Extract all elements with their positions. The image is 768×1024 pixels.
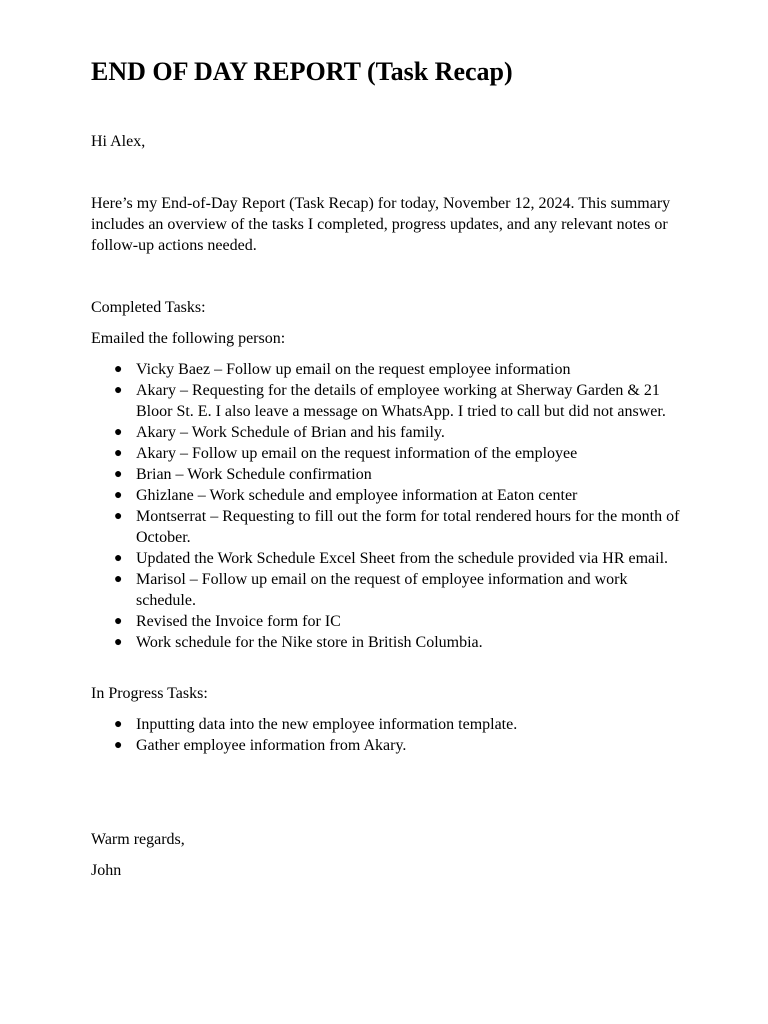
bullet-icon: ● bbox=[114, 572, 123, 587]
bullet-icon: ● bbox=[114, 614, 123, 629]
bullet-icon: ● bbox=[114, 425, 123, 440]
bullet-icon: ● bbox=[114, 717, 123, 732]
bullet-icon: ● bbox=[114, 467, 123, 482]
bullet-icon: ● bbox=[114, 551, 123, 566]
closing: Warm regards, bbox=[91, 831, 185, 848]
list-item: ● Updated the Work Schedule Excel Sheet from the schedule provided via HR email. bbox=[114, 550, 669, 567]
list-item: ● Inputting data into the new employee information template. bbox=[114, 716, 518, 733]
list-item: ● Gather employee information from Akary. bbox=[114, 737, 407, 754]
intro-paragraph: Here’s my End-of-Day Report (Task Recap) for today, November 12, 2024. This summary includes an overview of the tasks I completed, progress updates, and any relevant notes or follow-up actions needed. bbox=[91, 195, 671, 254]
list-item: ● Work schedule for the Nike store in British Columbia. bbox=[114, 634, 483, 651]
bullet-icon: ● bbox=[114, 488, 123, 503]
list-item: ● Akary – Requesting for the details of employee working at Sherway Garden & 21 Bloor St. E. I also leave a message on WhatsApp. I tried to call but did not answer. bbox=[114, 382, 666, 420]
greeting: Hi Alex, bbox=[91, 133, 146, 150]
report-title: END OF DAY REPORT (Task Recap) bbox=[91, 57, 513, 86]
bullet-icon: ● bbox=[114, 446, 123, 461]
bullet-icon: ● bbox=[114, 383, 123, 398]
bullet-icon: ● bbox=[114, 738, 123, 753]
completed-tasks-list bbox=[91, 359, 691, 653]
list-item: ● Marisol – Follow up email on the request of employee information and work schedule. bbox=[114, 571, 628, 609]
in-progress-list bbox=[91, 714, 691, 756]
bullet-icon: ● bbox=[114, 362, 123, 377]
list-item: ● Brian – Work Schedule confirmation bbox=[114, 466, 372, 483]
in-progress-heading: In Progress Tasks: bbox=[91, 685, 208, 702]
emailed-heading: Emailed the following person: bbox=[91, 330, 286, 347]
bullet-icon: ● bbox=[114, 509, 123, 524]
list-item: ● Revised the Invoice form for IC bbox=[114, 613, 341, 630]
list-item: ● Akary – Work Schedule of Brian and his family. bbox=[114, 424, 445, 441]
completed-tasks-heading: Completed Tasks: bbox=[91, 299, 206, 316]
list-item: ● Ghizlane – Work schedule and employee information at Eaton center bbox=[114, 487, 578, 504]
list-item: ● Akary – Follow up email on the request information of the employee bbox=[114, 445, 578, 462]
list-item: ● Vicky Baez – Follow up email on the request employee information bbox=[114, 361, 571, 378]
list-item: ● Montserrat – Requesting to fill out the form for total rendered hours for the month of October. bbox=[114, 508, 680, 546]
signature: John bbox=[91, 862, 122, 879]
bullet-icon: ● bbox=[114, 635, 123, 650]
